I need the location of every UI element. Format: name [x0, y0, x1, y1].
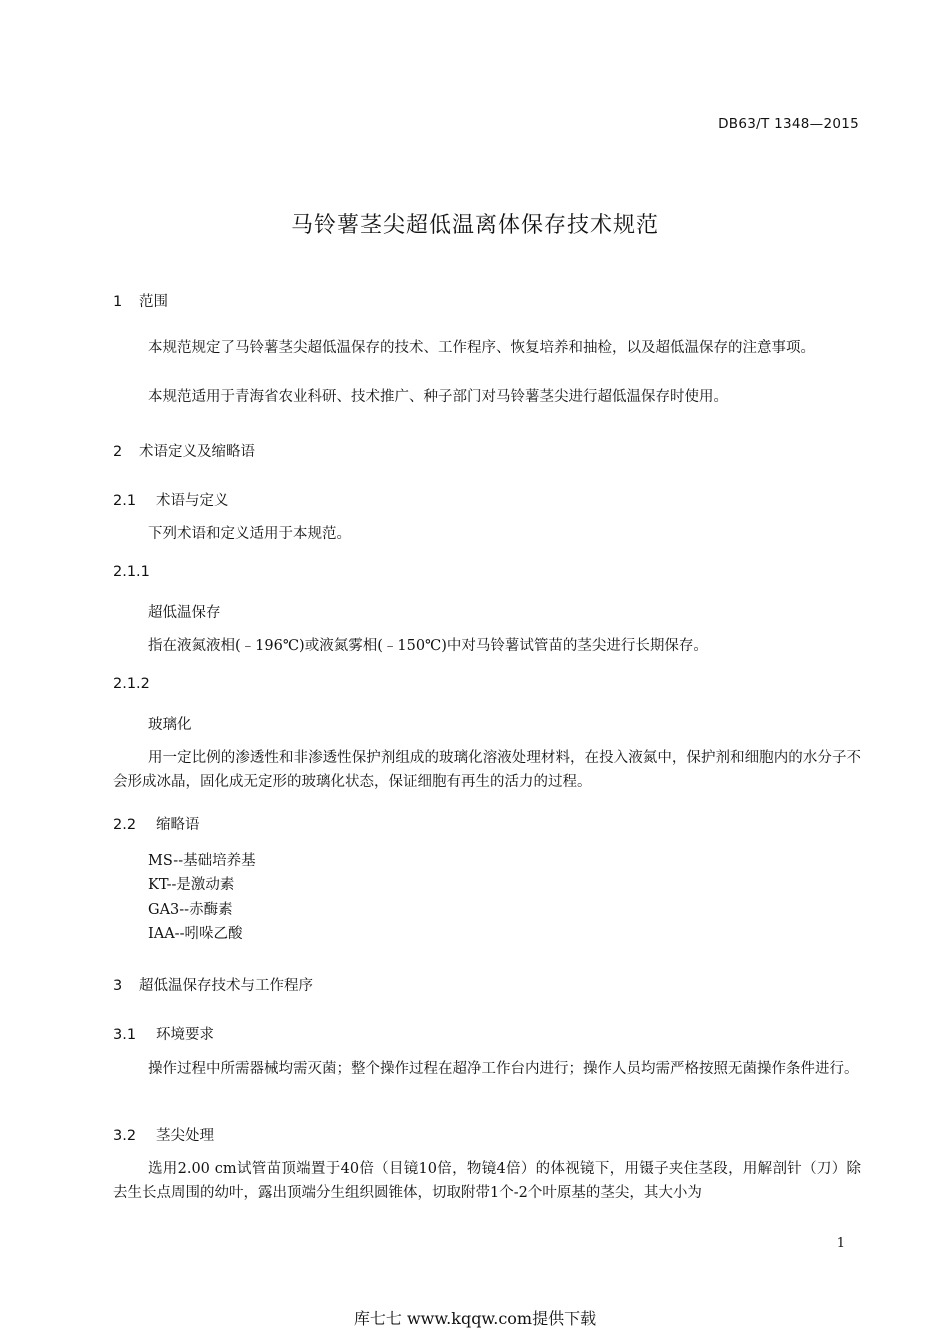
term-definition: 指在液氮液相(﹣196℃)或液氮雾相(﹣150℃)中对马铃薯试管苗的茎尖进行长期保存。: [148, 638, 708, 654]
abbreviation-item: IAA--吲哚乙酸: [148, 926, 243, 942]
section-title: 术语定义及缩略语: [139, 444, 255, 460]
paragraph: 本规范规定了马铃薯茎尖超低温保存的技术、工作程序、恢复培养和抽检，以及超低温保存的注意事项。: [148, 340, 815, 356]
paragraph: 下列术语和定义适用于本规范。: [148, 526, 351, 542]
section-title: 环境要求: [156, 1027, 214, 1043]
section-1-heading: [113, 290, 168, 311]
section-3-2-heading: [113, 1124, 214, 1145]
section-2-1-heading: [113, 489, 229, 510]
paragraph: 操作过程中所需器械均需灭菌；整个操作过程在超净工作台内进行；操作人员均需严格按照无菌操作条件进行。: [148, 1061, 859, 1077]
abbreviation-item: MS--基础培养基: [148, 853, 256, 869]
section-title: 缩略语: [156, 817, 200, 833]
section-number: 1: [113, 294, 123, 310]
section-title: 茎尖处理: [156, 1128, 214, 1144]
section-number: 3.1: [113, 1027, 137, 1043]
section-number: 3.2: [113, 1128, 137, 1144]
section-title: 术语与定义: [156, 493, 229, 509]
document-title: 马铃薯茎尖超低温离体保存技术规范: [290, 213, 659, 238]
paragraph: 选用2.00 cm试管苗顶端置于40倍（目镜10倍，物镜4倍）的体视镜下，用镊子夹住茎段，用解剖针（刀）除去生长点周围的幼叶，露出顶端分生组织圆锥体，切取附带1个-2个叶原基的茎尖，其大小为: [113, 1161, 861, 1201]
section-3-1-heading: [113, 1023, 214, 1044]
page-number: 1: [836, 1236, 845, 1251]
standard-code: DB63/T 1348—2015: [718, 116, 859, 132]
section-2-2-heading: [113, 813, 200, 834]
section-2-1-2-number: 2.1.2: [113, 676, 150, 692]
section-2-heading: [113, 440, 255, 461]
term-heading: 超低温保存: [148, 605, 221, 621]
section-number: 3: [113, 978, 123, 994]
footer-download-note: 库七七 www.kqqw.com提供下载: [353, 1309, 597, 1328]
section-title: 超低温保存技术与工作程序: [139, 978, 313, 994]
section-number: 2.2: [113, 817, 137, 833]
section-number: 2.1: [113, 493, 137, 509]
section-number: 2: [113, 444, 123, 460]
paragraph: 本规范适用于青海省农业科研、技术推广、种子部门对马铃薯茎尖进行超低温保存时使用。: [148, 389, 728, 405]
section-3-heading: [113, 974, 313, 995]
term-definition: 用一定比例的渗透性和非渗透性保护剂组成的玻璃化溶液处理材料，在投入液氮中，保护剂和细胞内的水分子不会形成冰晶，固化成无定形的玻璃化状态，保证细胞有再生的活力的过程。: [113, 750, 861, 790]
section-2-1-1-number: 2.1.1: [113, 564, 150, 580]
abbreviation-item: KT--是激动素: [148, 877, 235, 893]
abbreviation-item: GA3--赤酶素: [148, 902, 233, 918]
term-heading: 玻璃化: [148, 717, 192, 733]
section-title: 范围: [139, 294, 168, 310]
